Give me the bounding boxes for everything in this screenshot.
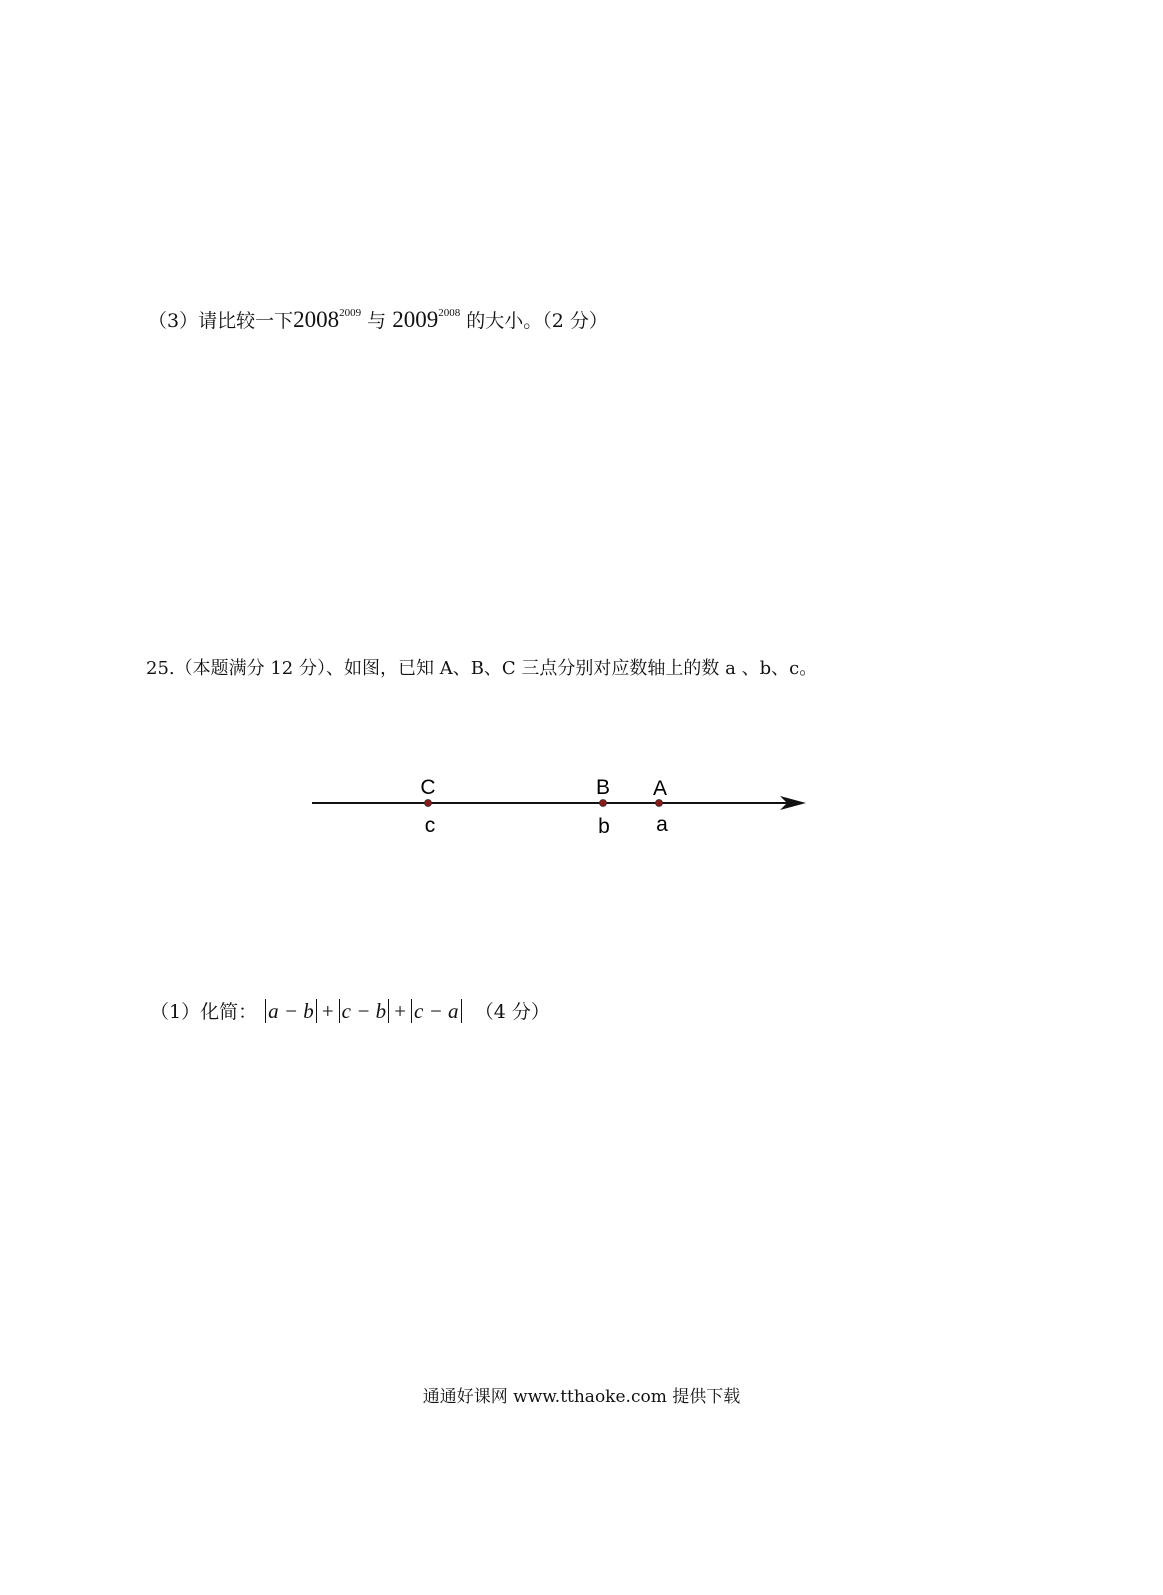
abs-bar: [461, 999, 462, 1023]
question-3-compare-powers: [148, 306, 608, 333]
point-A-label: A: [652, 777, 668, 800]
point-C-dot: [425, 800, 432, 807]
q3-base1: 2008: [293, 307, 340, 332]
plus-operator-2: +: [394, 999, 406, 1023]
q3-exp2: 2008: [438, 307, 461, 319]
q3-base2: 2009: [392, 307, 439, 332]
q1-prefix: （1）化简：: [150, 1001, 258, 1023]
abs-bar: [339, 999, 340, 1023]
q1-score: （4 分）: [474, 1001, 550, 1023]
point-b-value: b: [598, 815, 610, 838]
q3-suffix: 的大小。（2 分）: [466, 310, 608, 332]
abs-bar: [388, 999, 389, 1023]
footer-source: 通通好课网 www.tthaoke.com 提供下载: [422, 1387, 741, 1407]
point-a-value: a: [656, 813, 668, 836]
abs-term-1: a − b: [268, 999, 314, 1023]
abs-term-2: c − b: [341, 999, 387, 1023]
point-B-label: B: [595, 776, 611, 799]
plus-operator-1: +: [321, 999, 334, 1023]
q3-exp1: 2009: [339, 307, 362, 319]
abs-bar: [316, 999, 317, 1023]
point-c-value: c: [424, 814, 436, 837]
q3-prefix: （3）请比较一下: [148, 310, 294, 332]
q3-mid: 与: [367, 310, 387, 332]
abs-bar: [411, 999, 412, 1023]
question-1-simplify: [150, 997, 550, 1024]
absolute-value-expression: [263, 999, 469, 1023]
point-A-dot: [656, 800, 663, 807]
number-line-figure: [300, 766, 820, 846]
point-C-label: C: [420, 776, 436, 799]
point-B-dot: [600, 800, 607, 807]
abs-bar: [265, 999, 266, 1023]
abs-term-3: c − a: [414, 999, 459, 1023]
question-25-header: 25.（本题满分 12 分）、如图，已知 A、B、C 三点分别对应数轴上的数 a 、b、c。: [146, 658, 818, 679]
